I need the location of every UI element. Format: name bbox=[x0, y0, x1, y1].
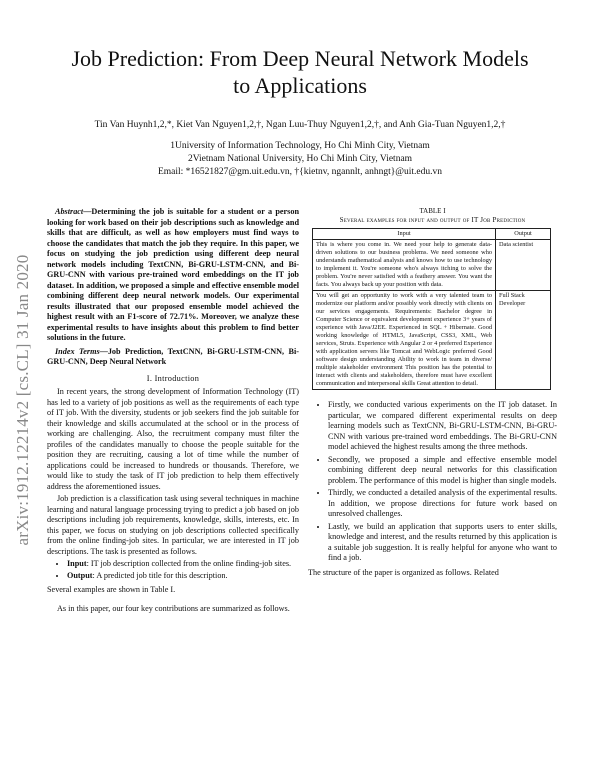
io-list bbox=[47, 559, 299, 581]
title-line-2: to Applications bbox=[233, 73, 367, 98]
table-cell-input: This is where you come in. We need your help to generate data-driven solutions to our business problems. We need someone who understands mathematical analysis and knows how to use technology to implement it. You're someone who's always itching to solve the problem. You're never satisfied with a feathery answer. You want the facts. You always back up your position with data. bbox=[313, 240, 496, 291]
arxiv-stamp bbox=[3, 210, 43, 590]
list-item: • Lastly, we build an application that supports users to enter skills, knowledge and interest, and the results returned by this application is a suitable job suggestion. It is really helpful for anyone who want to find a job. bbox=[328, 522, 557, 564]
intro-paragraph-1: In recent years, the strong development of Information Technology (IT) has led to a variety of job positions as well as the requirements of each type of IT job. With the diversity, students or job seekers find the job suitable for their knowledge and skills accumulated at the school or in the process of working are challenging. Also, the recruitment company must filter the profiles of the candidates manually to choose the people suitable for the position they are recruiting, causing a lot of time while the number of applications could be increased to hundreds or thousands. Therefore, we would like to study the task of IT job prediction to help them effectively address the aforementioned issues. bbox=[47, 387, 299, 491]
list-item: • Secondly, we proposed a simple and effective ensemble model combining different deep neural networks for this classification problem. The performance of this model is higher than single models. bbox=[328, 455, 557, 487]
examples-table bbox=[312, 228, 551, 390]
io-text: : A predicted job title for this description. bbox=[92, 570, 228, 580]
abstract-label: Abstract bbox=[55, 207, 84, 216]
table-header-output: Output bbox=[496, 229, 551, 240]
table-header-row bbox=[313, 229, 551, 240]
contributions-list bbox=[308, 400, 557, 564]
affiliations bbox=[40, 140, 560, 179]
abstract bbox=[47, 207, 299, 344]
email-line: Email: *16521827@gm.uit.edu.vn, †{kietnv, ngannlt, anhngt}@uit.edu.vn bbox=[157, 167, 443, 177]
intro-paragraph-2: Job prediction is a classification task using several techniques in machine learning and natural language processing trying to predict a job based on job descriptions including job requirements, knowledge, skills, interests, etc. In this paper, we focus on studying on job descriptions collected specifically from the online finding-job sites. In particular, we are interested in IT job descriptions. The task is presented as follows. bbox=[47, 494, 299, 556]
affiliation-2: 2Vietnam National University, Ho Chi Minh City, Vietnam bbox=[187, 154, 413, 164]
index-terms-text: —Job Prediction, TextCNN, Bi-GRU-LSTM-CNN, Bi-GRU-CNN, Deep Neural Network bbox=[47, 346, 299, 366]
title-line-1: Job Prediction: From Deep Neural Network Models bbox=[71, 46, 529, 71]
affiliation-1: 1University of Information Technology, Ho Chi Minh City, Vietnam bbox=[170, 141, 430, 151]
table-caption-text: Several examples for input and output of IT Job Prediction bbox=[339, 216, 526, 224]
io-label: Output bbox=[67, 570, 93, 580]
list-item: • Thirdly, we conducted a detailed analysis of the experimental results. In addition, we propose directions for future work based on unresolved challenges. bbox=[328, 488, 557, 520]
index-terms bbox=[47, 347, 299, 368]
io-item bbox=[67, 559, 299, 570]
table-caption bbox=[308, 207, 557, 225]
table-row bbox=[313, 240, 551, 291]
io-label: Input bbox=[67, 559, 87, 568]
table-cell-input: You will get an opportunity to work with a very talented team to modernize our platform and/or possibly work directly with clients on our services engagements. Requirements: Bachelor degree in Computer Science or equivalent development experience 3+ years of experience with Java/J2EE. Experienced in SQL + Hibernate. Good working knowledge of HTML5, JavaScript, CSS3, XML, Web services, Struts. Experience with Angular 2 or 4 preferred Experience with application servers like Tomcat and WebLogic preferred Good software design understanding Ability to work in team in diverse/ multiple stakeholder environment This position has the potential to interact with clients and stakeholders, therefore must have excellent communication and interpersonal skills Great attention to detail. bbox=[313, 291, 496, 390]
author-list: Tin Van Huynh1,2,*, Kiet Van Nguyen1,2,†, Ngan Luu-Thuy Nguyen1,2,†, and Anh Gia-Tuan Nguyen1,2,† bbox=[94, 120, 506, 130]
abstract-text: —Determining the job is suitable for a student or a person looking for work based on their job descriptions such as knowledge and skills that are difficult, as well as how employers must find ways to choose the candidates that match the job they require. In this paper, we focus on studying the job prediction using different deep neural network models including TextCNN, Bi-GRU-LSTM-CNN, and Bi-GRU-CNN with various pre-trained word embeddings on the IT job dataset. In addition, we proposed a simple and effective ensemble model combining different deep neural network models. Our experimental results illustrated that our proposed ensemble model achieved the highest result with an F1-score of 72.71%. Moreover, we analyze these experimental results to have insights about this problem to find better solutions in the future. bbox=[47, 207, 299, 342]
index-terms-label: Index Terms bbox=[55, 346, 100, 356]
table-label: TABLE I bbox=[419, 207, 446, 215]
table-cell-output: Data scientist bbox=[496, 240, 551, 291]
io-item bbox=[67, 571, 299, 582]
table-cell-output: Full Stack Developer bbox=[496, 291, 551, 390]
paper-title bbox=[40, 45, 560, 99]
table-row bbox=[313, 291, 551, 390]
table-header-input: Input bbox=[313, 229, 496, 240]
left-column bbox=[47, 207, 299, 616]
list-item: • Firstly, we conducted various experiments on the IT job dataset. In particular, we compared different experimental results on deep learning models such as TextCNN, Bi-GRU-LSTM-CNN, Bi-GRU-CNN with various pre-trained word embeddings. The Bi-GRU-CNN model achieved the highest results among the three methods. bbox=[328, 400, 557, 453]
section-heading: I. Introduction bbox=[146, 373, 200, 383]
contrib-sentence: As in this paper, our four key contributions are summarized as follows. bbox=[57, 603, 290, 613]
right-column bbox=[308, 207, 557, 580]
arxiv-id: arXiv:1912.12214v2 [cs.CL] 31 Jan 2020 bbox=[13, 254, 32, 546]
closing-sentence: The structure of the paper is organized as follows. Related bbox=[308, 567, 499, 577]
examples-sentence: Several examples are shown in Table I. bbox=[47, 585, 176, 594]
io-text: : IT job description collected from the online finding-job sites. bbox=[86, 559, 292, 568]
